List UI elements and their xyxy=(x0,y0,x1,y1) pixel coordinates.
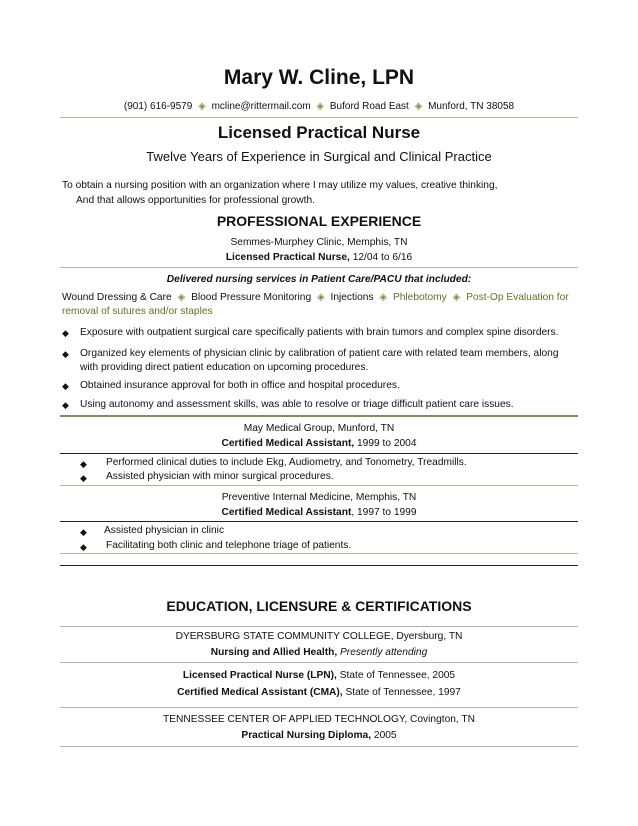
divider xyxy=(60,117,578,118)
street: Buford Road East xyxy=(329,101,409,112)
divider xyxy=(60,453,578,454)
job2-bullet-2: Assisted physician with minor surgical procedures. xyxy=(106,471,334,482)
bullet-icon: ◆ xyxy=(62,349,69,359)
license2-detail: State of Tennessee, 1997 xyxy=(345,687,461,698)
job1-bullet-1: Exposure with outpatient surgical care specifically patients with brain tumors and complex spine disorders. xyxy=(80,327,559,338)
degree1-line xyxy=(0,647,638,658)
license1-detail: State of Tennessee, 2005 xyxy=(339,670,456,681)
city: Munford, TN 38058 xyxy=(428,101,515,112)
email: mcline@rittermail.com xyxy=(211,101,311,112)
job3-bullet-1: Assisted physician in clinic xyxy=(104,525,225,536)
separator-icon: ◈ xyxy=(198,101,206,112)
divider xyxy=(60,553,578,554)
divider xyxy=(60,707,578,708)
license1-line xyxy=(0,670,638,681)
job1-bullet-4: Using autonomy and assessment skills, was able to resolve or triage difficult patient care issues. xyxy=(80,399,514,410)
skill-injections: Injections xyxy=(330,292,374,303)
degree1-status: Presently attending xyxy=(340,647,428,658)
job3-bullet-2: Facilitating both clinic and telephone triage of patients. xyxy=(106,540,352,551)
job2-title: Certified Medical Assistant, xyxy=(221,438,355,449)
job1-dates: 12/04 to 6/16 xyxy=(352,252,413,263)
separator-icon: ◈ xyxy=(414,101,423,112)
bullet-icon: ◆ xyxy=(80,542,87,552)
separator-icon: ◈ xyxy=(316,101,325,112)
bullet-icon: ◆ xyxy=(62,328,69,338)
bullet-icon: ◆ xyxy=(80,459,87,469)
job2-dates: 1999 to 2004 xyxy=(357,438,417,449)
separator-icon: ◈ xyxy=(452,292,461,303)
job1-intro: Delivered nursing services in Patient Care/PACU that included: xyxy=(166,274,472,285)
skill-post-op: Post-Op Evaluation for xyxy=(466,292,569,303)
separator-icon: ◈ xyxy=(379,292,388,303)
job1-org: Semmes-Murphey Clinic, Memphis, TN xyxy=(230,237,408,248)
skill-blood-pressure: Blood Pressure Monitoring xyxy=(191,292,312,303)
objective-line-2: And that allows opportunities for professional growth. xyxy=(76,195,315,206)
bullet-icon: ◆ xyxy=(80,473,87,483)
divider xyxy=(60,662,578,663)
bullet-icon: ◆ xyxy=(62,381,69,391)
role-subtitle: Twelve Years of Experience in Surgical and Clinical Practice xyxy=(146,149,492,164)
separator-icon: ◈ xyxy=(316,292,325,303)
job1-bullet-3: Obtained insurance approval for both in office and hospital procedures. xyxy=(80,380,400,391)
separator-icon: ◈ xyxy=(177,292,186,303)
divider xyxy=(60,521,578,522)
candidate-name: Mary W. Cline, LPN xyxy=(223,66,415,89)
job2-org: May Medical Group, Munford, TN xyxy=(243,423,395,434)
divider xyxy=(60,626,578,627)
license2-line xyxy=(0,687,638,698)
education-heading: EDUCATION, LICENSURE & CERTIFICATIONS xyxy=(166,598,472,614)
job1-bullet-2a: Organized key elements of physician clinic by calibration of patient care with related team members, along xyxy=(80,348,559,359)
degree1: Nursing and Allied Health, xyxy=(210,647,338,658)
job3-dates: , 1997 to 1999 xyxy=(351,507,417,518)
job1-title: Licensed Practical Nurse, xyxy=(225,252,350,263)
divider xyxy=(60,267,578,268)
job2-title-line xyxy=(0,438,638,449)
degree2-year: 2005 xyxy=(373,730,397,741)
job1-title-line xyxy=(0,252,638,263)
divider xyxy=(60,415,578,417)
degree2-line xyxy=(0,730,638,741)
role-title: Licensed Practical Nurse xyxy=(217,123,421,142)
divider xyxy=(60,485,578,486)
degree2: Practical Nursing Diploma, xyxy=(241,730,372,741)
divider xyxy=(60,746,578,747)
objective-line-1: To obtain a nursing position with an organization where I may utilize my values, creative thinking, xyxy=(62,180,498,191)
license1: Licensed Practical Nurse (LPN), xyxy=(182,670,337,681)
skill-post-op-cont: removal of sutures and/or staples xyxy=(62,306,213,317)
phone: (901) 616-9579 xyxy=(123,101,193,112)
job3-title: Certified Medical Assistant xyxy=(221,507,352,518)
contact-line xyxy=(0,101,638,112)
skill-phlebotomy: Phlebotomy xyxy=(392,292,447,303)
divider xyxy=(60,565,578,566)
job1-bullet-2b: with providing direct patient education on upcoming procedures. xyxy=(80,362,369,373)
skill-wound-care: Wound Dressing & Care xyxy=(62,292,172,303)
job3-org: Preventive Internal Medicine, Memphis, TN xyxy=(221,492,417,503)
school1: DYERSBURG STATE COMMUNITY COLLEGE, Dyersburg, TN xyxy=(175,631,463,642)
job3-title-line xyxy=(0,507,638,518)
school2: TENNESSEE CENTER OF APPLIED TECHNOLOGY, Covington, TN xyxy=(163,714,475,725)
bullet-icon: ◆ xyxy=(80,527,87,537)
job2-bullet-1: Performed clinical duties to include Ekg, Audiometry, and Tonometry, Treadmills. xyxy=(106,457,467,468)
experience-heading: PROFESSIONAL EXPERIENCE xyxy=(216,213,422,229)
license2: Certified Medical Assistant (CMA), xyxy=(177,687,343,698)
bullet-icon: ◆ xyxy=(62,400,69,410)
